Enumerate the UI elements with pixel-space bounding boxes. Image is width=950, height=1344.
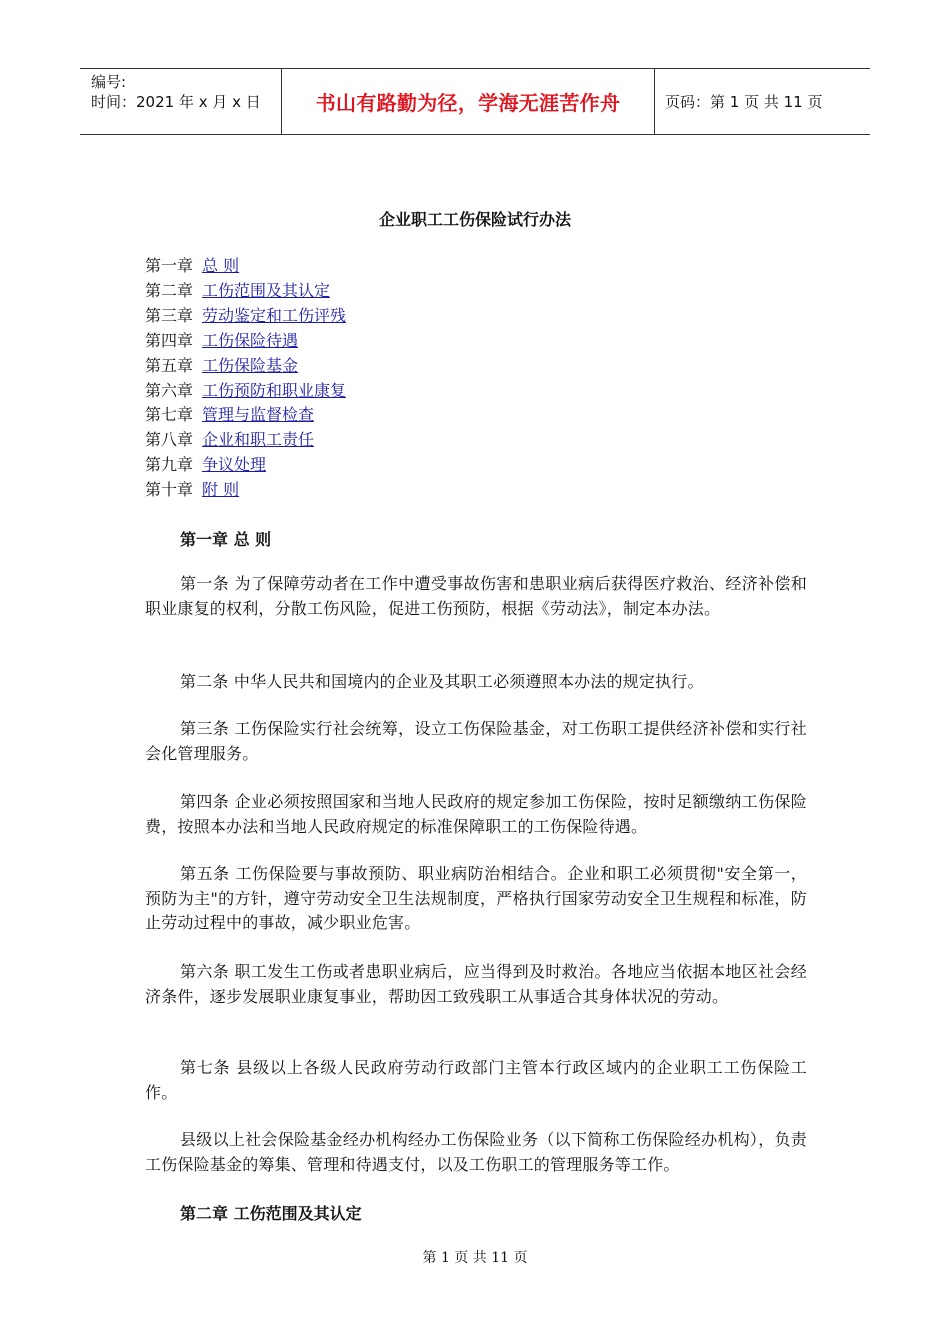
article-paragraph: 第七条 县级以上各级人民政府劳动行政部门主管本行政区域内的企业职工工伤保险工作。 (145, 1058, 807, 1102)
toc-item (145, 354, 346, 379)
toc-chapter: 第七章 (145, 405, 194, 425)
toc-item (145, 403, 346, 428)
article-paragraph: 县级以上社会保险基金经办机构经办工伤保险业务（以下简称工伤保险经办机构），负责工伤保险基金的筹集、管理和待遇支付，以及工伤职工的管理服务等工作。 (145, 1130, 807, 1174)
toc-item (145, 329, 346, 354)
toc-link[interactable]: 工伤范围及其认定 (202, 280, 331, 300)
toc-link[interactable]: 工伤预防和职业康复 (202, 380, 347, 400)
toc-item (145, 304, 346, 329)
toc-link[interactable]: 工伤保险基金 (202, 355, 299, 375)
article-paragraph: 第三条 工伤保险实行社会统筹，设立工伤保险基金，对工伤职工提供经济补偿和实行社会化管理服务。 (145, 719, 807, 763)
article-paragraph: 第六条 职工发生工伤或者患职业病后，应当得到及时救治。各地应当依据本地区社会经济条件，逐步发展职业康复事业，帮助因工致残职工从事适合其身体状况的劳动。 (145, 962, 807, 1006)
toc-link[interactable]: 劳动鉴定和工伤评残 (202, 305, 347, 325)
motto: 书山有路勤为径，学海无涯苦作舟 (315, 91, 621, 115)
toc-item (145, 428, 346, 453)
toc-chapter: 第三章 (145, 305, 194, 325)
toc-chapter: 第一章 (145, 256, 194, 275)
toc-chapter: 第十章 (145, 480, 194, 500)
toc-chapter: 第五章 (145, 355, 194, 375)
header-motto-cell (282, 69, 655, 134)
toc-item (145, 279, 346, 304)
toc-item (145, 453, 346, 478)
document-title: 企业职工工伤保险试行办法 (378, 210, 571, 229)
date-label: 时间：2021 年 x 月 x 日 (91, 93, 261, 111)
header-page-info (655, 69, 870, 134)
toc-chapter: 第八章 (145, 430, 194, 450)
article-paragraph: 第二条 中华人民共和国境内的企业及其职工必须遵照本办法的规定执行。 (180, 672, 704, 691)
chapter-heading: 第一章 总 则 (180, 530, 272, 549)
toc-link[interactable]: 总 则 (202, 256, 240, 275)
chapter-heading: 第二章 工伤范围及其认定 (180, 1204, 362, 1223)
toc-chapter: 第二章 (145, 280, 194, 300)
toc-chapter: 第九章 (145, 455, 194, 475)
table-of-contents (145, 254, 346, 503)
page-footer: 第 1 页 共 11 页 (422, 1250, 528, 1266)
header-meta (80, 69, 282, 134)
toc-link[interactable]: 企业和职工责任 (202, 430, 315, 450)
toc-link[interactable]: 附 则 (202, 480, 240, 500)
article-paragraph: 第五条 工伤保险要与事故预防、职业病防治相结合。企业和职工必须贯彻"安全第一，预防为主"的方针，遵守劳动安全卫生法规制度，严格执行国家劳动安全卫生规程和标准，防止劳动过程中的事故，减少职业危害。 (145, 864, 807, 932)
document-header (80, 68, 870, 135)
toc-link[interactable]: 工伤保险待遇 (202, 330, 299, 350)
toc-link[interactable]: 管理与监督检查 (202, 405, 315, 425)
article-paragraph: 第四条 企业必须按照国家和当地人民政府的规定参加工伤保险，按时足额缴纳工伤保险费，按照本办法和当地人民政府规定的标准保障职工的工伤保险待遇。 (145, 792, 807, 836)
toc-chapter: 第六章 (145, 380, 194, 400)
toc-item (145, 379, 346, 404)
toc-item (145, 254, 346, 279)
number-label: 编号: (91, 73, 127, 91)
toc-chapter: 第四章 (145, 330, 194, 350)
article-paragraph: 第一条 为了保障劳动者在工作中遭受事故伤害和患职业病后获得医疗救治、经济补偿和职业康复的权利，分散工伤风险，促进工伤预防，根据《劳动法》，制定本办法。 (145, 574, 807, 618)
toc-item (145, 478, 346, 503)
page-info: 页码：第 1 页 共 11 页 (665, 93, 823, 111)
toc-link[interactable]: 争议处理 (202, 455, 267, 475)
